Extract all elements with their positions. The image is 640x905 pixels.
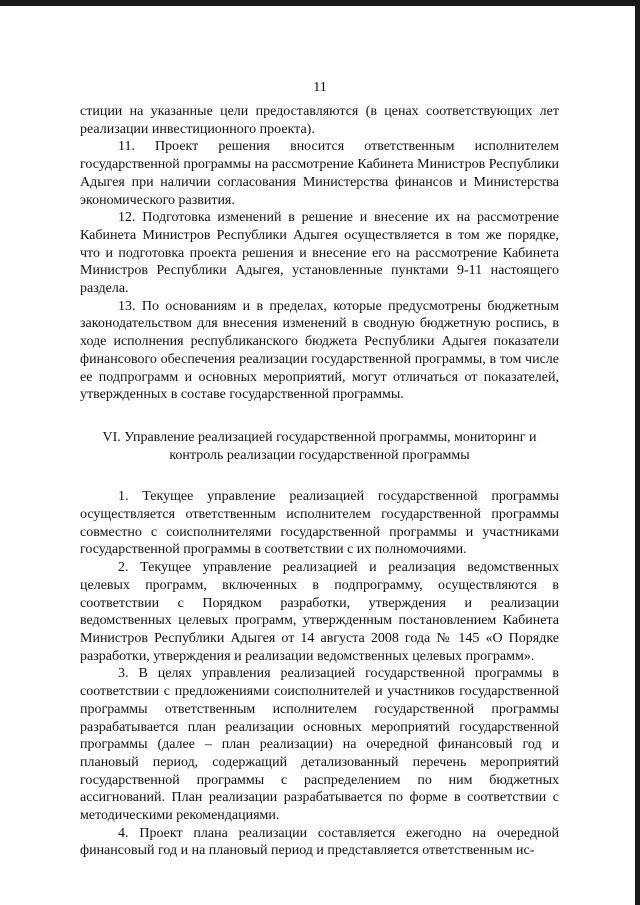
section-paragraph-2: 2. Текущее управление реализацией и реализация ведомственных целевых программ, включенных в подпрограмму, осуществляются в соответствии с Порядком разработки, утверждения и реализации ведомственных целевых программ, утвержденным постановлением Кабинета Министров Республики Адыгея от 14 августа 2008 года № 145 «О Порядке разработки, утверждения и реализации ведомственных целевых программ». (80, 560, 559, 664)
paragraph-11: 11. Проект решения вносится ответственным исполнителем государственной программы на рассмотрение Кабинета Министров Республики Адыгея при наличии согласования Министерства финансов и Министерства экономического развития. (80, 139, 559, 208)
document-body (80, 103, 559, 860)
page-number: 11 (313, 80, 327, 95)
paragraph-12: 12. Подготовка изменений в решение и внесение их на рассмотрение Кабинета Министров Республики Адыгея осуществляется в том же порядке, что и подготовка проекта решения и внесение его на рассмотрение Кабинета Министров Республики Адыгея, установленные пунктами 9-11 настоящего раздела. (80, 210, 559, 297)
section-paragraph-4: 4. Проект плана реализации составляется ежегодно на очередной финансовый год и на плановый период и представляется ответственным ис- (80, 825, 559, 859)
paragraph-13: 13. По основаниям и в пределах, которые предусмотрены бюджетным законодательством для внесения изменений в сводную бюджетную роспись, в ходе исполнения республиканского бюджета Республики Адыгея показатели финансового обеспечения реализации государственной программы, в том числе ее подпрограмм и основных мероприятий, могут отличаться от показателей, утвержденных в составе государственной программы. (80, 298, 559, 403)
paragraph-continuation: стиции на указанные цели предоставляются (в ценах соответствующих лет реализации инвестиционного проекта). (80, 104, 559, 137)
section-heading-line-2: контроль реализации государственной программы (169, 447, 470, 463)
section-paragraph-3: 3. В целях управления реализацией государственной программы в соответствии с предложениями соисполнителей и участников государственной программы ответственным исполнителем государственной программы разрабатывается план реализации основных мероприятий государственной программы (далее – план реализации) на очередной финансовый год и плановый период, содержащий детализованный перечень мероприятий государственной программы с распределением по ним бюджетных ассигнований. План реализации разрабатывается по форме в соответствии с методическими рекомендациями. (80, 666, 559, 824)
scan-edge-right (635, 0, 640, 905)
section-heading (80, 429, 559, 464)
section-heading-line-1: VI. Управление реализацией государственной программы, мониторинг и (102, 429, 537, 445)
scan-edge-top (0, 0, 640, 6)
section-paragraph-1: 1. Текущее управление реализацией государственной программы осуществляется ответственным исполнителем государственной программы совместно с соисполнителями государственной программы и участниками государственной программы в соответствии с их полномочиями. (80, 489, 559, 558)
